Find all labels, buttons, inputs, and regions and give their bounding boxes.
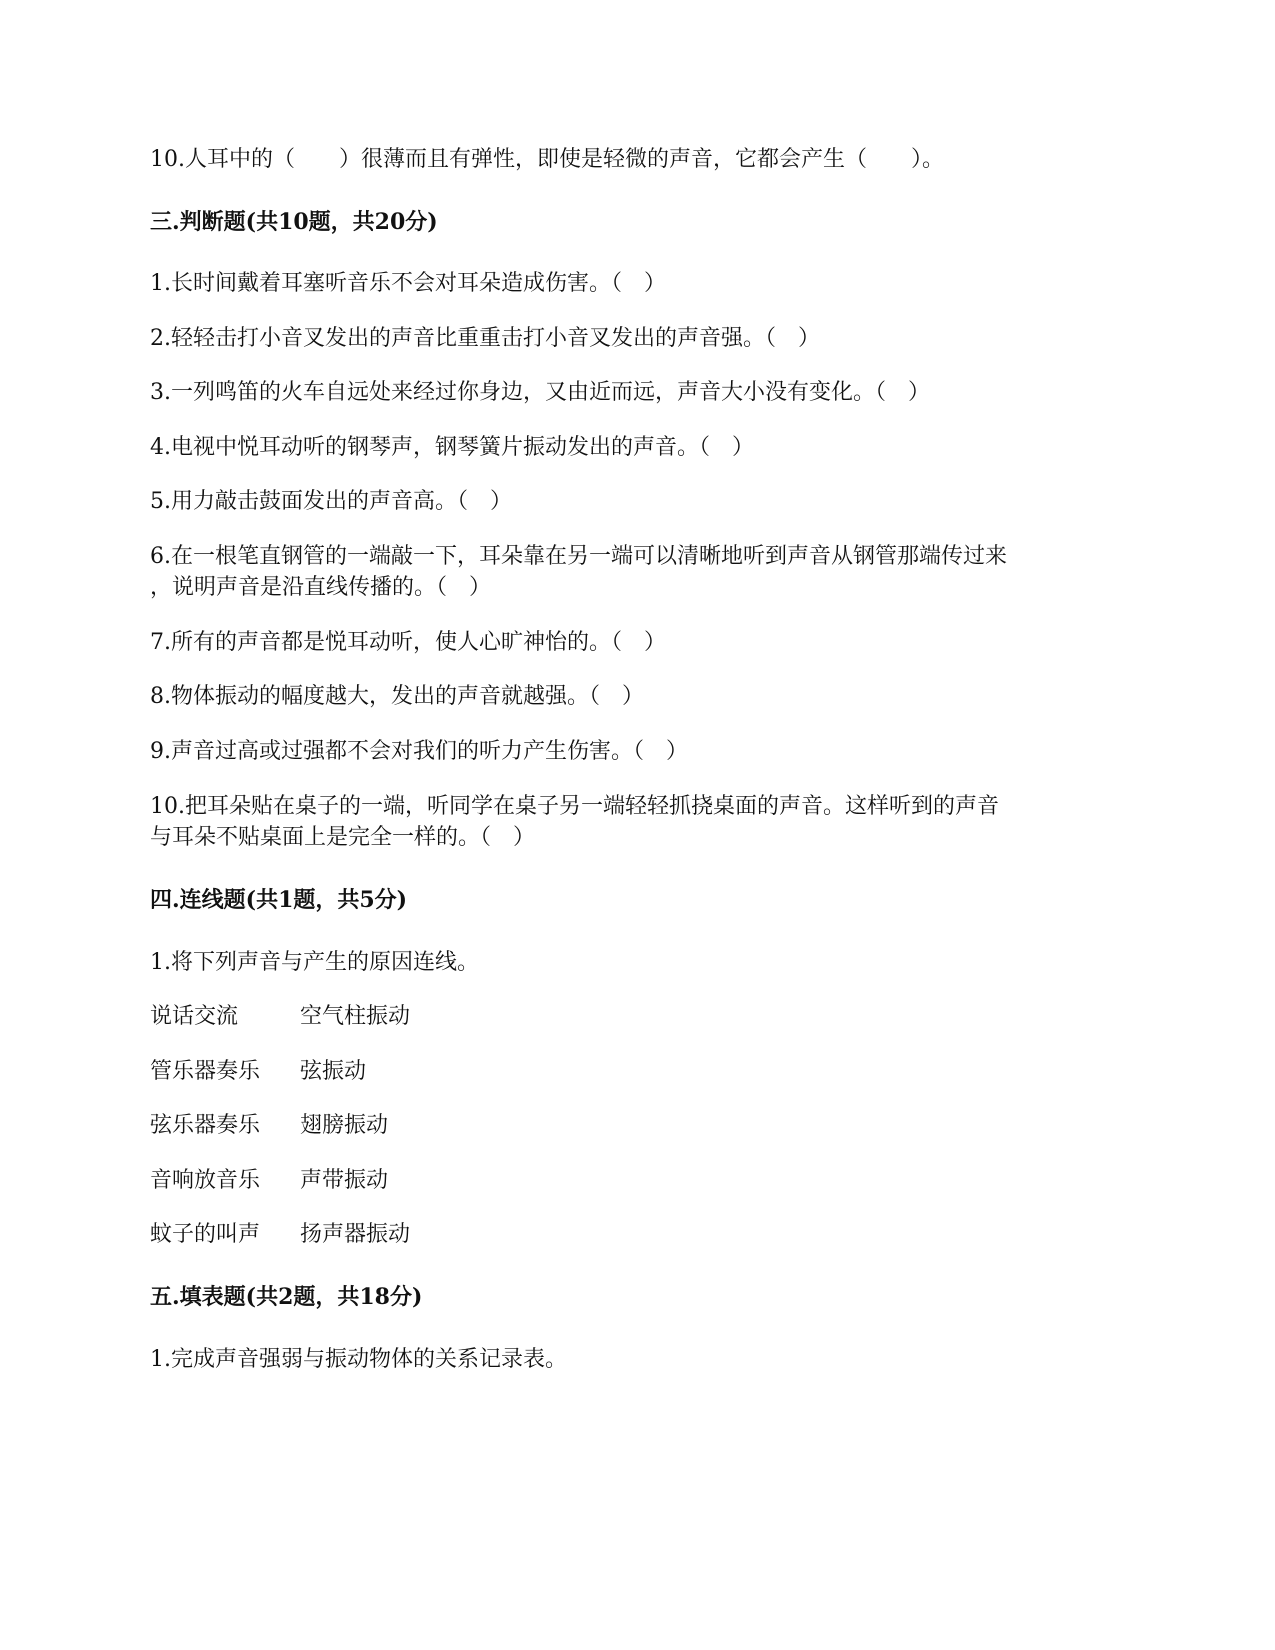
- tf-question-6-line-2: ，说明声音是沿直线传播的。（ ）: [150, 575, 492, 600]
- tf-question-10-line-1: 10.把耳朵贴在桌子的一端，听同学在桌子另一端轻轻抓挠桌面的声音。这样听到的声音: [150, 794, 999, 819]
- section-heading-matching: 四.连线题(共1题，共5分): [150, 887, 408, 913]
- tf-question-10-line-2: 与耳朵不贴桌面上是完全一样的。（ ）: [150, 825, 536, 850]
- matching-row: [150, 1110, 1130, 1141]
- fill-table-question-1: 1.完成声音强弱与振动物体的关系记录表。: [150, 1347, 567, 1372]
- question-10-fill-blank: 10.人耳中的（ ）很薄而且有弹性，即使是轻微的声音，它都会产生（ ）。: [150, 147, 944, 172]
- matching-right-item: 弦振动: [300, 1059, 367, 1084]
- tf-question-4: 4.电视中悦耳动听的钢琴声，钢琴簧片振动发出的声音。（ ）: [150, 435, 754, 460]
- matching-question-1: 1.将下列声音与产生的原因连线。: [150, 950, 479, 975]
- matching-left-item: 音响放音乐: [150, 1168, 261, 1193]
- matching-row: [150, 1001, 1130, 1032]
- tf-question-7: 7.所有的声音都是悦耳动听，使人心旷神怡的。（ ）: [150, 630, 666, 655]
- matching-right-item: 声带振动: [300, 1168, 389, 1193]
- tf-question-5: 5.用力敲击鼓面发出的声音高。（ ）: [150, 489, 512, 514]
- section-heading-fill-table: 五.填表题(共2题，共18分): [150, 1284, 423, 1310]
- matching-row: [150, 1165, 1130, 1196]
- matching-row: [150, 1056, 1130, 1087]
- tf-question-3: 3.一列鸣笛的火车自远处来经过你身边，又由近而远，声音大小没有变化。（ ）: [150, 380, 930, 405]
- matching-left-item: 管乐器奏乐: [150, 1059, 261, 1084]
- matching-right-item: 翅膀振动: [300, 1113, 389, 1138]
- tf-question-9: 9.声音过高或过强都不会对我们的听力产生伤害。（ ）: [150, 739, 688, 764]
- tf-question-6-line-1: 6.在一根笔直钢管的一端敲一下，耳朵靠在另一端可以清晰地听到声音从钢管那端传过来: [150, 544, 1007, 569]
- matching-left-item: 弦乐器奏乐: [150, 1113, 261, 1138]
- matching-left-item: 蚊子的叫声: [150, 1222, 261, 1247]
- matching-right-item: 扬声器振动: [300, 1222, 411, 1247]
- matching-row: [150, 1219, 1130, 1250]
- matching-left-item: 说话交流: [150, 1004, 239, 1029]
- tf-question-1: 1.长时间戴着耳塞听音乐不会对耳朵造成伤害。（ ）: [150, 271, 666, 296]
- section-heading-true-false: 三.判断题(共10题，共20分): [150, 209, 438, 235]
- tf-question-2: 2.轻轻击打小音叉发出的声音比重重击打小音叉发出的声音强。（ ）: [150, 326, 820, 351]
- tf-question-8: 8.物体振动的幅度越大，发出的声音就越强。（ ）: [150, 684, 644, 709]
- matching-right-item: 空气柱振动: [300, 1004, 411, 1029]
